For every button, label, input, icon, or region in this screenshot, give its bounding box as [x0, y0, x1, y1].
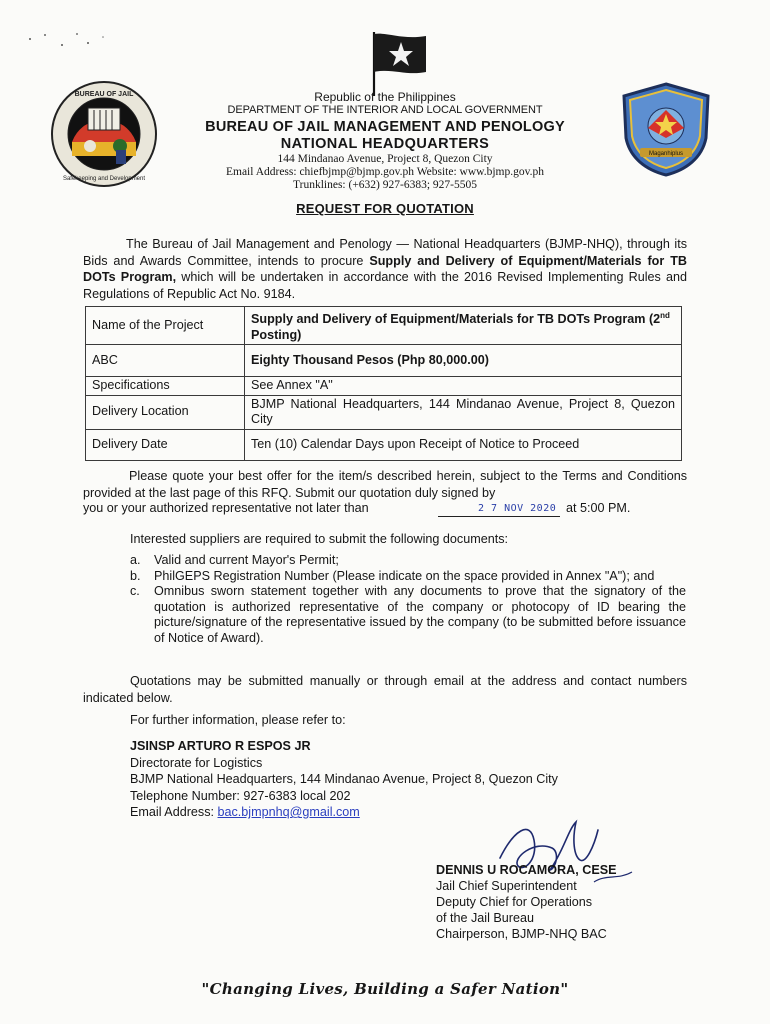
list-item-text: Omnibus sworn statement together with any documents to prove that the signatory of the quotation is authorized representative of the company or photocopy of ID bearing the picture/signature of the representative issued by the company (to be submitted before issuance of Notice of Award).: [154, 584, 686, 645]
required-documents-list: [130, 553, 686, 646]
list-item: [130, 553, 686, 569]
row-label: Delivery Date: [86, 429, 245, 460]
intro-text-1: The Bureau of Jail Management and Penology — National Headquarters (BJMP-NHQ), through its Bids and Awards Committee, intends to procure: [83, 237, 687, 268]
suppliers-intro: Interested suppliers are required to submit the following documents:: [130, 532, 509, 546]
abc-value: Eighty Thousand Pesos (Php 80,000.00): [245, 345, 682, 377]
row-label: ABC: [86, 345, 245, 377]
contact-address: BJMP National Headquarters, 144 Mindanao Avenue, Project 8, Quezon City: [130, 772, 558, 786]
project-name-value: [245, 307, 682, 345]
project-name-posting: Posting): [251, 327, 302, 342]
ordinal-suffix: nd: [660, 311, 670, 320]
deadline-line: [83, 500, 687, 517]
svg-text:Safekeeping and Development: Safekeeping and Development: [62, 176, 146, 182]
scan-specks: [25, 25, 115, 55]
row-label: Delivery Location: [86, 395, 245, 429]
project-info-table: [85, 306, 682, 461]
contact-name: JSINSP ARTURO R ESPOS JR: [130, 739, 311, 753]
svg-text:Maganhiplus: Maganhiplus: [648, 151, 684, 157]
list-marker: a.: [130, 553, 141, 567]
contact-telephone: Telephone Number: 927-6383 local 202: [130, 788, 351, 803]
deadline-prefix: you or your authorized representative not later than: [83, 501, 369, 515]
specifications-value: See Annex "A": [245, 377, 682, 396]
headquarters-name: NATIONAL HEADQUARTERS: [280, 136, 490, 152]
quote-paragraph: Please quote your best offer for the item/s described herein, subject to the Terms and Conditions provided at the last page of this RFQ. Submit our quotation duly signed by: [83, 469, 687, 500]
further-info-line: For further information, please refer to:: [130, 713, 346, 727]
row-label: Name of the Project: [86, 307, 245, 345]
department-line: DEPARTMENT OF THE INTERIOR AND LOCAL GOVERNMENT: [227, 104, 543, 116]
deadline-blank: [438, 516, 560, 517]
date-stamp: 2 7 NOV 2020: [478, 503, 557, 514]
email-label: Email Address:: [130, 805, 218, 819]
contact-block: [130, 738, 558, 821]
deadline-suffix: at 5:00 PM.: [566, 501, 631, 515]
submission-paragraph: Quotations may be submitted manually or through email at the address and contact numbers indicated below.: [83, 674, 687, 705]
intro-paragraph: [83, 236, 687, 302]
project-name-text: Supply and Delivery of Equipment/Materials for TB DOTs Program (2: [251, 312, 661, 327]
delivery-location-value: BJMP National Headquarters, 144 Mindanao Avenue, Project 8, Quezon City: [245, 395, 682, 429]
signatory-name: DENNIS U ROCAMORA, CESE: [436, 863, 617, 877]
letterhead: [160, 90, 610, 192]
email-website-line: Email Address: chiefbjmp@bjmp.gov.ph Website: www.bjmp.gov.ph: [225, 166, 544, 178]
table-row: [86, 429, 682, 460]
list-marker: b.: [130, 568, 141, 583]
list-item: [130, 584, 686, 646]
trunklines: Trunklines: (+632) 927-6383; 927-5505: [293, 179, 477, 191]
intro-project-name: Supply and Delivery of Equipment/Materials for TB DOTs Program,: [83, 253, 687, 284]
table-row: [86, 377, 682, 396]
list-item: [130, 569, 686, 585]
table-row: [86, 395, 682, 429]
contact-position: Directorate for Logistics: [130, 755, 263, 770]
email-link[interactable]: bac.bjmpnhq@gmail.com: [217, 805, 360, 819]
bureau-name: BUREAU OF JAIL MANAGEMENT AND PENOLOGY: [205, 119, 565, 135]
motto-footer: "Changing Lives, Building a Safer Nation": [201, 980, 569, 998]
signatory-block: [436, 862, 617, 942]
intro-text-2: which will be undertaken in accordance with the 2016 Revised Implementing Rules and Regulations of Republic Act No. 9184.: [83, 270, 687, 301]
bjmp-shield-seal-icon: [616, 80, 716, 178]
signatory-title-1: Deputy Chief for Operations: [436, 895, 593, 909]
list-item-text: Valid and current Mayor's Permit;: [154, 553, 339, 567]
list-item-text: PhilGEPS Registration Number (Please indicate on the space provided in Annex "A"); and: [154, 568, 655, 583]
delivery-date-value: Ten (10) Calendar Days upon Receipt of Notice to Proceed: [245, 429, 682, 460]
signatory-title-3: Chairperson, BJMP-NHQ BAC: [436, 927, 607, 941]
row-label: Specifications: [86, 377, 245, 396]
bjmp-seal-icon: [50, 80, 158, 188]
office-address: 144 Mindanao Avenue, Project 8, Quezon City: [277, 153, 493, 165]
republic-line: Republic of the Philippines: [314, 90, 456, 104]
signatory-rank: Jail Chief Superintendent: [436, 879, 577, 893]
philippine-flag-icon: [362, 28, 432, 98]
svg-text:BUREAU OF JAIL: BUREAU OF JAIL: [74, 91, 134, 98]
document-title: REQUEST FOR QUOTATION: [296, 201, 474, 216]
table-row: [86, 307, 682, 345]
list-marker: c.: [130, 584, 140, 598]
signatory-title-2: of the Jail Bureau: [436, 911, 535, 925]
table-row: [86, 345, 682, 377]
